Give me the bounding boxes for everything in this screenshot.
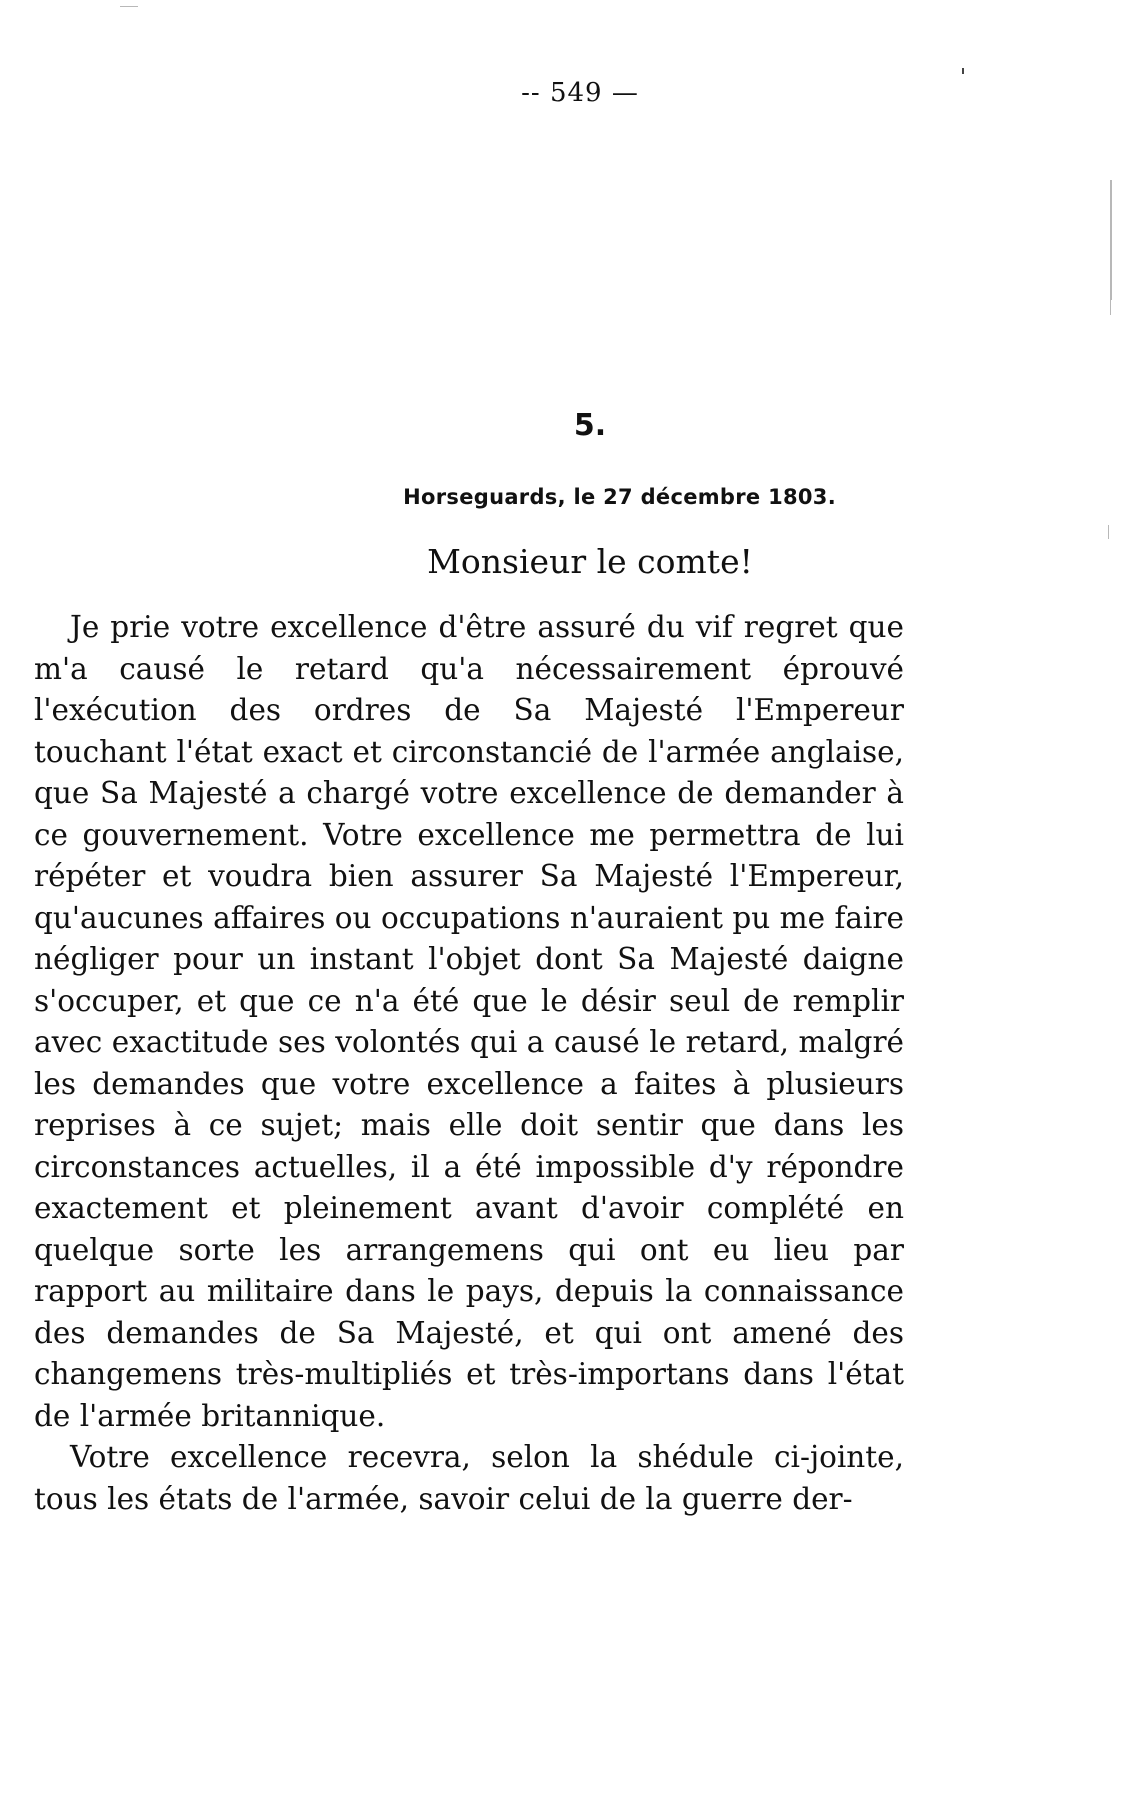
scan-edge-mark: [120, 6, 138, 7]
scan-edge-mark: [1108, 525, 1109, 539]
scan-edge-mark: [1110, 295, 1111, 315]
body-paragraph: Je prie votre excellence d'être assuré du vif regret que m'a causé le retard qu'a nécessairement éprouvé l'exécution des ordres de Sa Majesté l'Empereur touchant l'état exact et circonstancié de l'armée anglaise, que Sa Majesté a chargé votre excellence de demander à ce gouvernement. Votre excellence me permettra de lui répéter et voudra bien assurer Sa Majesté l'Empereur, qu'aucunes affaires ou occupations n'auraient pu me faire négliger pour un instant l'objet dont Sa Majesté daigne s'occuper, et que ce n'a été que le désir seul de remplir avec exactitude ses volontés qui a causé le retard, malgré les demandes que votre excellence a faites à plusieurs reprises à ce sujet; mais elle doit sentir que dans les circonstances actuelles, il a été impossible d'y répondre exactement et pleinement avant d'avoir complété en quelque sorte les arrangemens qui ont eu lieu par rapport au militaire dans le pays, depuis la connaissance des demandes de Sa Majesté, et qui ont amené des changemens très-multipliés et très-importans dans l'état de l'armée britannique.: [34, 610, 904, 1433]
letter-dateline: Horseguards, le 27 décembre 1803.: [403, 485, 836, 509]
letter-salutation: Monsieur le comte!: [427, 542, 753, 581]
scan-edge-mark: [1110, 180, 1112, 300]
scan-edge-mark: [962, 68, 964, 74]
page-number: -- 549 —: [521, 78, 639, 108]
body-paragraph: Votre excellence recevra, selon la shédule ci-jointe, tous les états de l'armée, savoir celui de la guerre der-: [34, 1440, 904, 1516]
letter-body: [34, 607, 904, 1520]
section-number: 5.: [573, 408, 607, 443]
